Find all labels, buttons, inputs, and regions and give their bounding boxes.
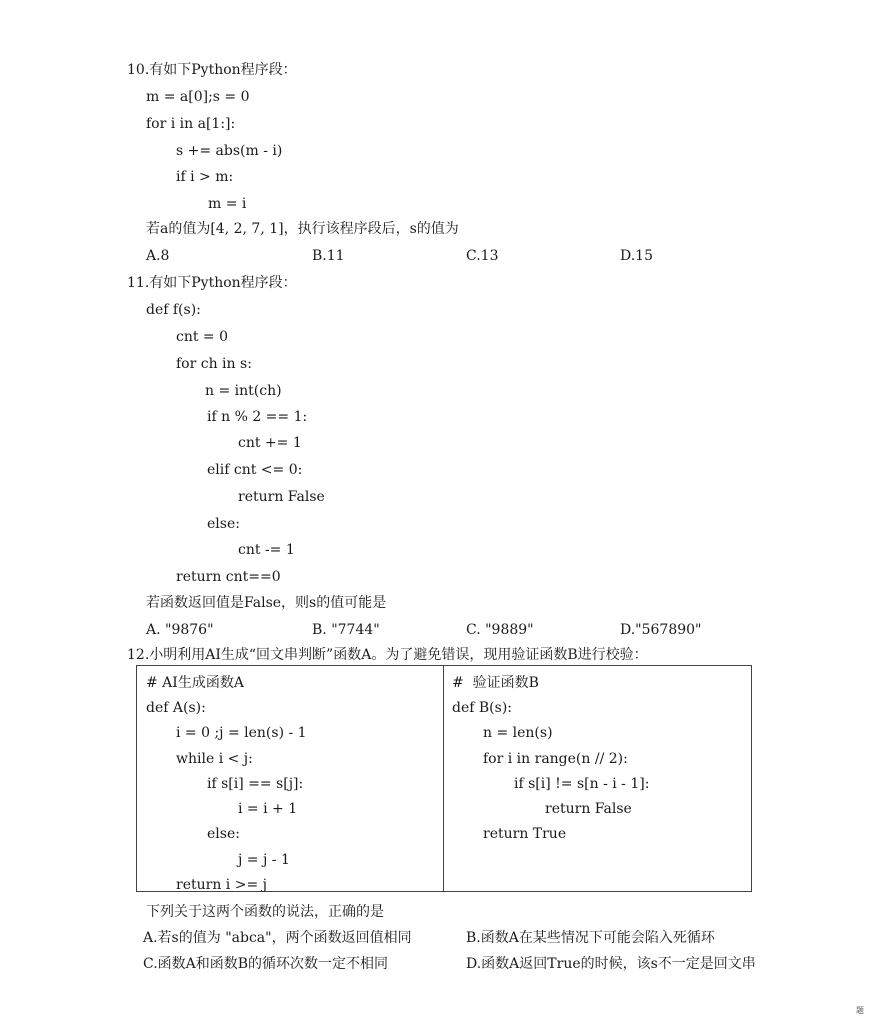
q10-option-a: A.8 <box>146 248 170 264</box>
function-a-code-line: else: <box>207 826 240 842</box>
q11-option-a: A. "9876" <box>146 622 214 638</box>
q10-code-line: for i in a[1:]: <box>146 116 236 132</box>
function-b-code-line: return False <box>545 801 632 817</box>
function-a-code-line: if s[i] == s[j]: <box>207 776 304 792</box>
q11-code-line: cnt = 0 <box>176 329 229 345</box>
q10-code-line: s += abs(m - i) <box>176 143 283 159</box>
q10-code-line: if i > m: <box>176 169 234 185</box>
q11-code-line: cnt -= 1 <box>238 542 295 558</box>
function-a-code-line: while i < j: <box>176 751 253 767</box>
q11-code-line: def f(s): <box>146 302 201 318</box>
function-a-code-line: return i >= j <box>176 877 267 893</box>
q11-code-line: return cnt==0 <box>176 569 281 585</box>
q11-option-d: D."567890" <box>620 622 702 638</box>
function-a-code-line: j = j - 1 <box>238 852 290 868</box>
q10-code-line: m = i <box>208 196 247 212</box>
function-b-code-line: n = len(s) <box>483 725 553 741</box>
q11-code-line: else: <box>207 516 240 532</box>
function-b-code-line: for i in range(n // 2): <box>483 751 628 767</box>
function-b-code-line: if s[i] != s[n - i - 1]: <box>514 776 650 792</box>
q12-option-b: B.函数A在某些情况下可能会陷入死循环 <box>466 930 715 946</box>
q11-code-line: for ch in s: <box>176 356 252 372</box>
q10-stem: 若a的值为[4, 2, 7, 1]，执行该程序段后，s的值为 <box>146 221 459 237</box>
q10-option-d: D.15 <box>620 248 653 264</box>
function-a-code-line: # AI生成函数A <box>146 675 244 691</box>
q11-code-line: if n % 2 == 1: <box>207 409 308 425</box>
q12-title: 12.小明利用AI生成“回文串判断”函数A。为了避免错误，现用验证函数B进行校验： <box>127 647 648 663</box>
q10-code-line: m = a[0];s = 0 <box>146 89 250 105</box>
function-a-code-line: i = 0 ;j = len(s) - 1 <box>176 725 307 741</box>
q10-option-b: B.11 <box>312 248 345 264</box>
q12-option-a: A.若s的值为 "abca"，两个函数返回值相同 <box>143 930 412 946</box>
corner-watermark: 题 <box>856 1006 864 1015</box>
q12-stem: 下列关于这两个函数的说法，正确的是 <box>146 904 384 920</box>
function-a-code-line: def A(s): <box>146 700 206 716</box>
q11-option-c: C. "9889" <box>466 622 534 638</box>
q11-code-line: return False <box>238 489 325 505</box>
q12-option-c: C.函数A和函数B的循环次数一定不相同 <box>143 956 389 972</box>
function-b-code-line: # 验证函数B <box>452 675 539 691</box>
q11-code-line: elif cnt <= 0: <box>207 462 303 478</box>
q11-code-line: cnt += 1 <box>238 435 302 451</box>
q10-option-c: C.13 <box>466 248 499 264</box>
function-b-code-line: def B(s): <box>452 700 512 716</box>
q11-code-line: n = int(ch) <box>205 383 282 399</box>
q10-title: 10.有如下Python程序段： <box>127 62 297 78</box>
q12-option-d: D.函数A返回True的时候，该s不一定是回文串 <box>466 956 756 972</box>
q11-option-b: B. "7744" <box>312 622 380 638</box>
function-a-code-line: i = i + 1 <box>238 801 298 817</box>
table-divider <box>443 665 444 892</box>
q11-stem: 若函数返回值是False，则s的值可能是 <box>146 595 387 611</box>
q11-title: 11.有如下Python程序段： <box>127 275 297 291</box>
function-b-code-line: return True <box>483 826 567 842</box>
